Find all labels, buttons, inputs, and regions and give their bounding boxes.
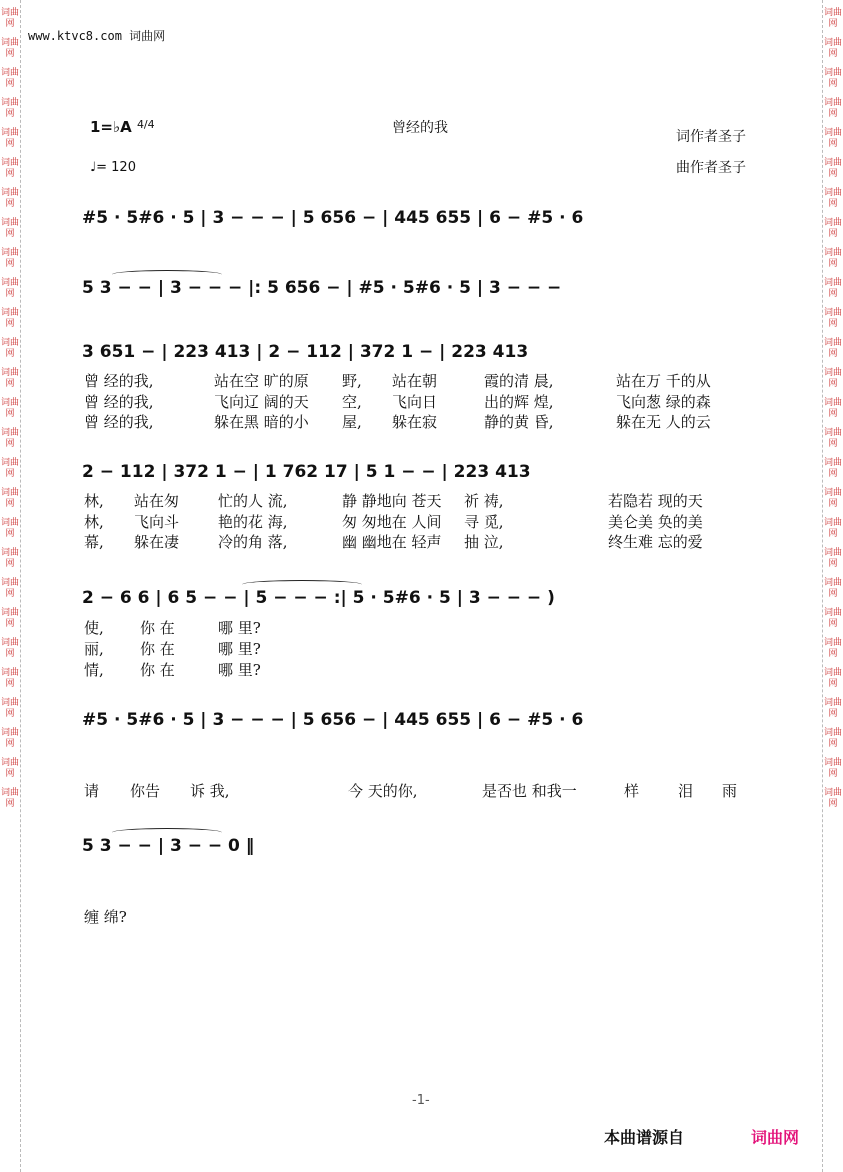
- notation-row-6: #5 · 5#6 · 5 | 3 − − − | 5 656 − | 445 655 | 6 − #5 · 6: [82, 710, 584, 730]
- notation-row-3: 3 651 − | 223 413 | 2 − 112 | 372 1 − | 223 413: [82, 342, 529, 362]
- brand-logo[interactable]: 词曲网: [751, 1128, 800, 1147]
- right-margin-watermark: 词曲网 词曲网 词曲网 词曲网 词曲网 词曲网 词曲网 词曲网 词曲网 词曲网 词曲网 词曲网 词曲网 词曲网 词曲网 词曲网 词曲网 词曲网 词曲网 词曲网 词曲网 词曲网 词曲网 词曲网 词曲网 词曲网 词曲网: [822, 0, 843, 1172]
- notation-row-7: 5 3 − − | 3 − − 0 ‖: [82, 832, 756, 866]
- left-margin-watermark: 词曲网 词曲网 词曲网 词曲网 词曲网 词曲网 词曲网 词曲网 词曲网 词曲网 词曲网 词曲网 词曲网 词曲网 词曲网 词曲网 词曲网 词曲网 词曲网 词曲网 词曲网 词曲网 词曲网 词曲网 词曲网 词曲网 词曲网: [0, 0, 21, 1172]
- song-title: 曾经的我: [392, 120, 448, 136]
- site-url: www.ktvc8.com 词曲网: [28, 29, 166, 43]
- lyricist-credit: 词作者圣子: [676, 129, 746, 145]
- notation-row-2: 5 3 − − | 3 − − − |: 5 656 − | #5 · 5#6 · 5 | 3 − − −: [82, 274, 756, 308]
- page-number: -1-: [412, 1093, 430, 1108]
- notation-row-5: 2 − 6 6 | 6 5 − − | 5 − − − :| 5 · 5#6 · 5 | 3 − − − ): [82, 584, 756, 618]
- notation-row-4: 2 − 112 | 372 1 − | 1 762 17 | 5 1 − − | 223 413: [82, 462, 531, 482]
- source-label: 本曲谱源自: [604, 1128, 685, 1147]
- composer-credit: 曲作者圣子: [676, 160, 746, 176]
- tempo-marking: ♩= 120: [90, 160, 136, 175]
- notation-row-1: #5 · 5#6 · 5 | 3 − − − | 5 656 − | 445 655 | 6 − #5 · 6: [82, 208, 584, 228]
- key-signature: 1=♭A $^{4/4}$: [90, 118, 155, 136]
